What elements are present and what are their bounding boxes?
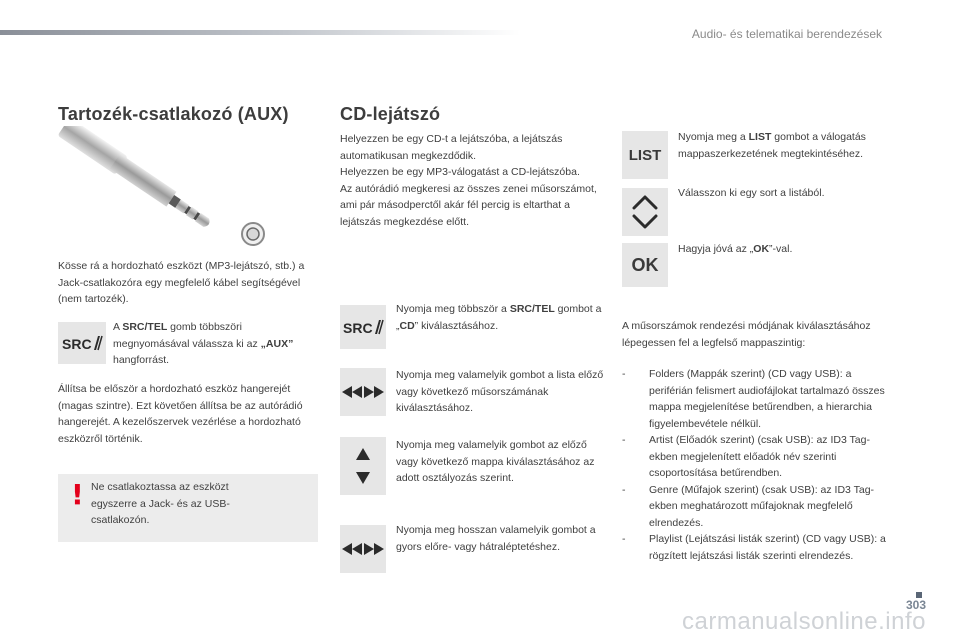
svg-text:SRC: SRC — [343, 320, 373, 336]
prev-next-buttons-icon — [340, 368, 386, 416]
list-text: Nyomja meg a LIST gombot a válogatás mappaszerkezetének megtekintéséhez. — [678, 131, 866, 160]
sorting-list — [622, 366, 887, 564]
aux-connect-text: Kösse rá a hordozható eszközt (MP3-lejátszó, stb.) a Jack-csatlakozóra egy megfelelő kábel segítségével (nem tartozék). — [58, 260, 305, 305]
section-header: Audio- és telematikai berendezések — [691, 27, 882, 41]
aux-volume-text: Állítsa be először a hordozható eszköz hangerejét (magas szintre). Ezt követően állítsa be az autórádió hangerejét. A kezelőszervek vezérlése a hordozható eszközről történik. — [58, 383, 303, 445]
list-select-text: Válasszon ki egy sort a listából. — [678, 187, 825, 199]
ok-button-icon: OK — [622, 243, 668, 287]
cd-intro — [340, 131, 608, 230]
aux-src-text: A SRC/TEL gomb többszöri megnyomásával válassza ki az „AUX” hangforrást. — [113, 321, 294, 366]
up-down-buttons-icon — [340, 437, 386, 495]
page-number: 303 — [905, 598, 926, 612]
cd-title: CD-lejátszó — [340, 104, 441, 124]
list-button-icon: LIST — [622, 131, 668, 179]
cd-up-down-text: Nyomja meg valamelyik gombot az előző vagy következő mappa kiválasztásához az adott osztályozás szerint. — [396, 439, 595, 484]
cd-src-text: Nyomja meg többször a SRC/TEL gombot a „CD” kiválasztásához. — [396, 303, 602, 332]
aux-title: Tartozék-csatlakozó (AUX) — [58, 104, 289, 124]
cd-intro-3: Az autórádió megkeresi az összes zenei műsorszámot, ami pár másodperctől akár fél percig is eltarthat a lejátszás megkezdése előtt. — [340, 182, 597, 228]
src-tel-button-icon — [58, 322, 106, 364]
cd-intro-2: Helyezzen be egy MP3-válogatást a CD-lejátszóba. — [340, 166, 580, 178]
cd-prev-next-text: Nyomja meg valamelyik gombot a lista előző vagy következő műsorszámának kiválasztásához. — [396, 369, 604, 414]
warning-text: Ne csatlakoztassa az eszközt egyszerre a Jack- és az USB-csatlakozón. — [91, 481, 230, 526]
ok-text: Hagyja jóvá az „OK”-val. — [678, 243, 793, 255]
src-tel-button-icon-cd — [340, 305, 386, 349]
svg-text:SRC: SRC — [62, 336, 92, 352]
list-item: - Genre (Műfajok szerint) (csak USB): az ID3 Tag-ekben meghatározott műfajoknak megfelelő elrendezés. — [622, 483, 875, 529]
cd-intro-1: Helyezzen be egy CD-t a lejátszóba, a lejátszás automatikusan megkezdődik. — [340, 133, 563, 162]
jack-plug-illustration — [58, 126, 278, 261]
sorting-intro: A műsorszámok rendezési módjának kiválasztásához lépegessen fel a legfelső mappaszintig: — [622, 320, 871, 349]
up-down-chevrons-icon — [622, 188, 668, 236]
list-item: - Artist (Előadók szerint) (csak USB): az ID3 Tag-ekben megjelenített előadók név szerinti csoportosítása betűrendben. — [622, 434, 870, 479]
warning-icon: ! — [71, 478, 84, 511]
header-rule — [0, 30, 520, 35]
cd-fast-text: Nyomja meg hosszan valamelyik gombot a gyors előre- vagy hátraléptetéshez. — [396, 524, 596, 553]
watermark-logo: carmanualsonline.info — [682, 608, 926, 635]
list-item: - Folders (Mappák szerint) (CD vagy USB): a periférián felismert audiofájlokat tartalmazó összes mappa megjelenítése betűrendben, a hierarchia figyelembevétele nélkül. — [622, 368, 885, 430]
fast-forward-rewind-icon — [340, 525, 386, 573]
list-item: - Playlist (Lejátszási listák szerint) (CD vagy USB): a rögzített lejátszási listák szerinti elrendezés. — [622, 533, 886, 562]
